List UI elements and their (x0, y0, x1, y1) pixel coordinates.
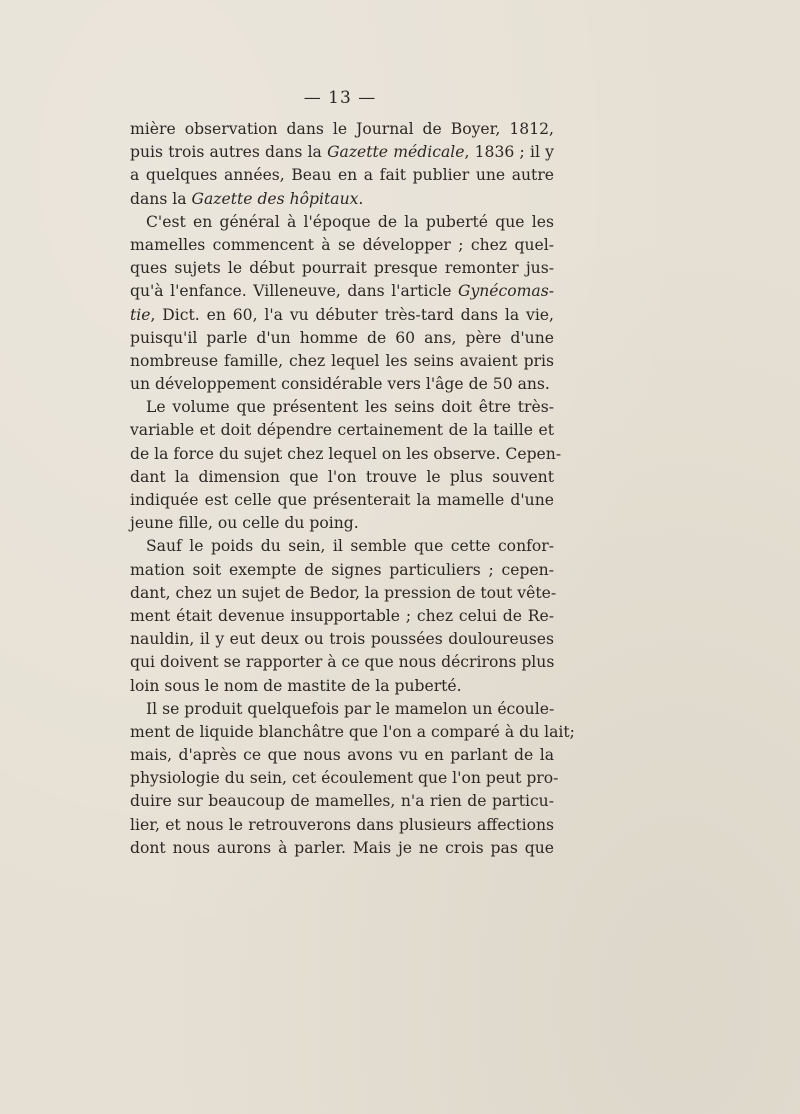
text-segment: . (358, 189, 364, 208)
text-segment: Il se produit quelquefois par le mamelon un écoule- (146, 699, 555, 718)
italic-text: Gazette médicale (327, 143, 465, 162)
text-segment: mamelles commencent à se développer ; chez quel- (130, 235, 554, 254)
text-segment: dant, chez un sujet de Bedor, la pression de tout vête- (130, 583, 557, 602)
text-line (130, 396, 554, 419)
text-segment: physiologie du sein, cet écoulement que l'on peut pro- (130, 769, 559, 788)
text-segment: lier, et nous le retrouverons dans plusieurs affections (130, 815, 554, 834)
text-segment: mation soit exempte de signes particuliers ; cepen- (130, 560, 554, 579)
italic-text: Gazette des hôpitaux (191, 189, 359, 208)
text-line (130, 280, 554, 303)
text-line (130, 118, 554, 141)
text-line (130, 790, 554, 813)
text-line (130, 628, 554, 651)
text-segment: duire sur beaucoup de mamelles, n'a rien de particu- (130, 792, 554, 811)
text-segment: un développement considérable vers l'âge de 50 ans. (130, 375, 550, 394)
text-segment: puis trois autres dans la (130, 143, 328, 162)
text-line (130, 234, 554, 257)
text-segment: nombreuse famille, chez lequel les seins avaient pris (130, 351, 554, 370)
text-segment: dans la (130, 189, 192, 208)
text-line (130, 721, 575, 744)
text-line (130, 257, 554, 280)
text-segment: mière observation dans le Journal de Boyer, 1812, (130, 120, 554, 138)
text-line (130, 582, 557, 605)
text-segment: de la force du sujet chez lequel on les observe. Cepen- (130, 444, 562, 463)
text-segment: indiquée est celle que présenterait la mamelle d'une (130, 491, 554, 509)
text-line (130, 651, 554, 674)
text-segment: ques sujets le début pourrait presque remonter jus- (130, 259, 554, 278)
italic-text: Gynécomas- (457, 282, 554, 301)
text-segment: dant la dimension que l'on trouve le plus souvent (130, 467, 554, 486)
page-number: — 13 — (303, 88, 377, 108)
text-segment: mais, d'après ce que nous avons vu en parlant de la (130, 746, 554, 765)
text-line (130, 837, 554, 860)
text-segment: , 1836 ; il y (464, 143, 554, 162)
text-line (130, 373, 554, 396)
text-segment: ment était devenue insupportable ; chez celui de Re- (130, 606, 554, 625)
text-line (130, 188, 554, 211)
text-line (130, 767, 559, 790)
text-line (130, 350, 554, 373)
text-segment: , Dict. en 60, l'a vu débuter très-tard dans la vie, (150, 305, 554, 324)
text-line (130, 489, 554, 512)
text-line (130, 605, 554, 628)
text-line (130, 559, 554, 582)
text-line (130, 419, 554, 442)
text-segment: Le volume que présentent les seins doit être très- (146, 398, 554, 417)
text-line (130, 535, 554, 558)
text-line (130, 512, 554, 535)
text-line (130, 164, 554, 187)
text-segment: Sauf le poids du sein, il semble que cette confor- (146, 537, 554, 556)
text-line (130, 814, 554, 837)
text-line (130, 675, 554, 698)
text-segment: variable et doit dépendre certainement de la taille et (130, 421, 554, 440)
text-segment: puisqu'il parle d'un homme de 60 ans, père d'une (130, 328, 554, 347)
text-segment: dont nous aurons à parler. Mais je ne crois pas que (130, 838, 554, 857)
text-segment: qu'à l'enfance. Villeneuve, dans l'article (130, 282, 458, 301)
body-text (130, 118, 575, 860)
text-line (130, 443, 562, 466)
text-line (130, 327, 554, 350)
text-line (130, 211, 554, 234)
text-segment: loin sous le nom de mastite de la puberté. (130, 676, 462, 695)
text-line (130, 304, 554, 327)
text-line (130, 141, 554, 164)
text-segment: a quelques années, Beau en a fait publier une autre (130, 166, 554, 185)
text-segment: qui doivent se rapporter à ce que nous décrirons plus (130, 653, 555, 672)
text-segment: jeune fille, ou celle du poing. (130, 514, 359, 533)
text-line (130, 744, 554, 767)
italic-text: tie (130, 305, 151, 324)
text-line (130, 466, 554, 489)
text-segment: nauldin, il y eut deux ou trois poussées douloureuses (130, 630, 554, 649)
text-line (130, 698, 554, 721)
text-segment: ment de liquide blanchâtre que l'on a comparé à du lait; (130, 722, 575, 741)
text-segment: C'est en général à l'époque de la puberté que les (146, 212, 554, 231)
